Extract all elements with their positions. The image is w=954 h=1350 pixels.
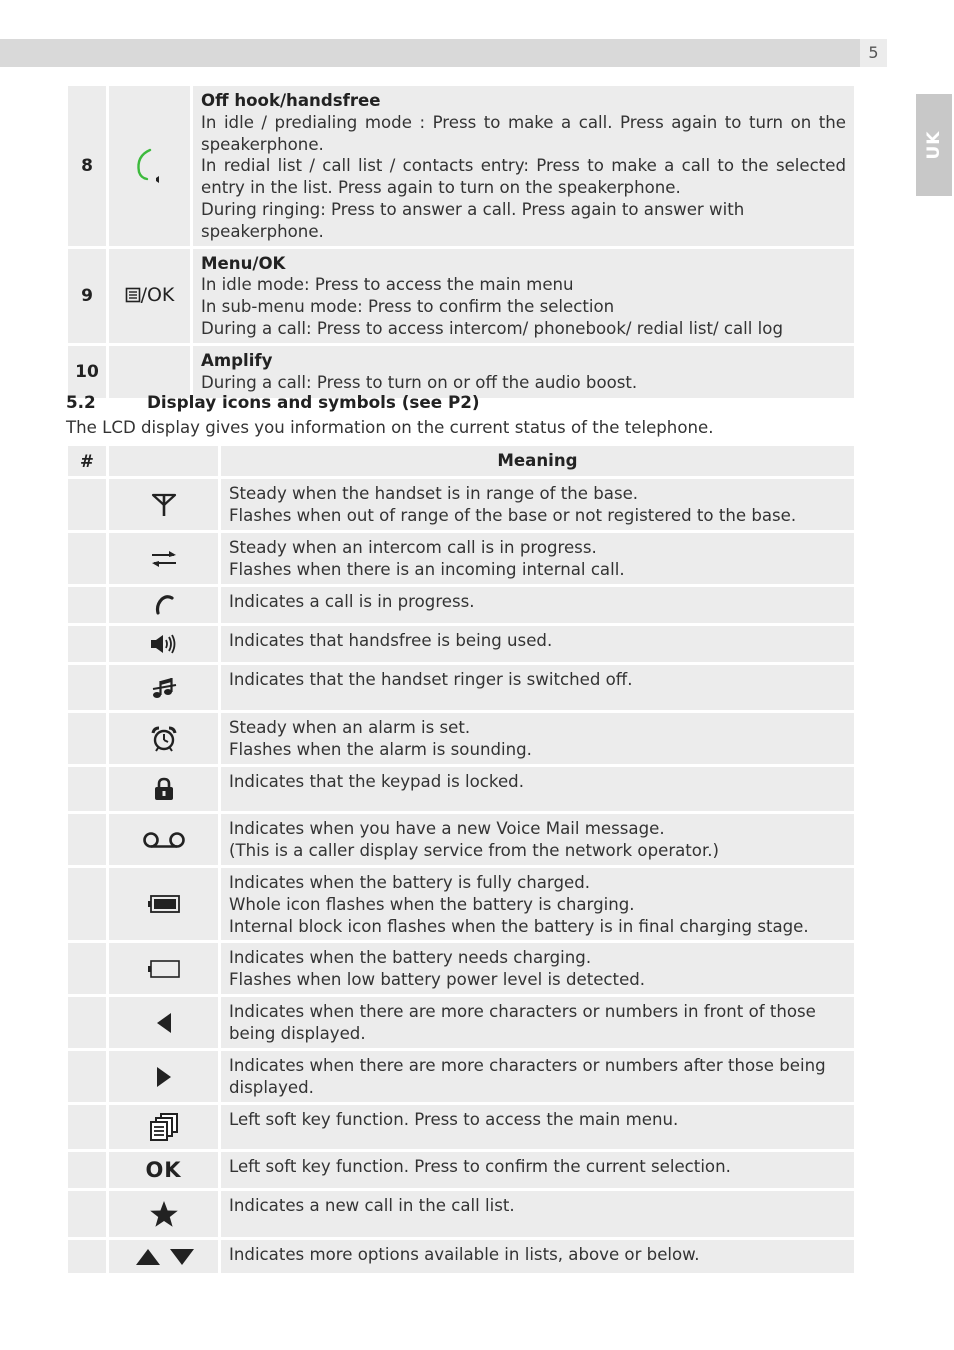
meaning-line: Indicates when the battery is fully charged.: [229, 873, 591, 892]
header-meaning: Meaning: [221, 446, 854, 476]
meaning-line: Left soft key function. Press to confirm the current selection.: [229, 1157, 731, 1177]
meaning-cell: [221, 767, 854, 811]
meaning-line: Flashes when there is an incoming internal call.: [229, 559, 625, 579]
meaning-cell: [221, 1191, 854, 1237]
key-line: In sub-menu mode: Press to confirm the selection: [201, 297, 615, 317]
table-row: [68, 868, 854, 940]
off-hook-icon: [109, 86, 190, 246]
table-row: [68, 997, 854, 1048]
meaning-line: Left soft key function. Press to access the main menu.: [229, 1110, 679, 1130]
meaning-line: Steady when an alarm is set.: [229, 718, 471, 737]
key-icon-empty: [109, 346, 190, 398]
meaning-cell: [221, 533, 854, 584]
speaker-icon: [109, 626, 218, 662]
meaning-cell: [221, 665, 854, 710]
voicemail-icon: [109, 814, 218, 865]
key-description: [193, 346, 854, 398]
table-row: [68, 1051, 854, 1102]
page-number: 5: [860, 39, 887, 67]
lock-icon: [109, 767, 218, 811]
section-number: 5.2: [66, 392, 96, 412]
table-row: [68, 533, 854, 584]
key-line: During a call: Press to access intercom/ phonebook/ redial list/ call log: [201, 318, 783, 338]
ok-icon: [109, 1152, 218, 1188]
key-description: [193, 249, 854, 343]
meaning-cell: [221, 626, 854, 662]
star-icon: [109, 1191, 218, 1237]
table-row: [68, 626, 854, 662]
language-tab-label: UK: [924, 130, 944, 160]
meaning-line: Indicates a new call in the call list.: [229, 1196, 515, 1216]
icons-table: [65, 443, 857, 1276]
key-line: In idle / predialing mode : Press to make a call. Press again to turn on the speakerphone.: [201, 112, 846, 154]
table-row: [68, 814, 854, 865]
key-title: Menu/OK: [201, 253, 286, 273]
meaning-line: Internal block icon flashes when the battery is in final charging stage.: [229, 916, 809, 936]
key-description: [193, 86, 854, 246]
alarm-clock-icon: [109, 713, 218, 764]
table-row: [68, 1152, 854, 1188]
key-line: During a call: Press to turn on or off the audio boost.: [201, 373, 638, 393]
meaning-cell: [221, 1105, 854, 1149]
menu-ok-key: [109, 249, 190, 343]
meaning-cell: [221, 1051, 854, 1102]
meaning-line: (This is a caller display service from the network operator.): [229, 840, 720, 860]
meaning-cell: [221, 1152, 854, 1188]
table-row: [68, 587, 854, 623]
meaning-line: Indicates a call is in progress.: [229, 592, 475, 611]
key-title: Off hook/handsfree: [201, 91, 381, 110]
menu-icon: [125, 287, 141, 303]
menu-pages-icon: [109, 1105, 218, 1149]
meaning-line: Steady when the handset is in range of the base.: [229, 484, 639, 503]
table-row: [68, 767, 854, 811]
key-line: In idle mode: Press to access the main menu: [201, 275, 574, 295]
key-line: In redial list / call list / contacts entry: Press to make a call to the selected entry in the list. Press again to turn on the speakerphone.: [201, 156, 846, 198]
meaning-cell: [221, 587, 854, 623]
meaning-line: Indicates when there are more characters or numbers after those being: [229, 1056, 826, 1076]
section-title: Display icons and symbols (see P2): [147, 392, 480, 412]
meaning-line: Indicates that the handset ringer is switched off.: [229, 670, 633, 689]
phone-icon: [109, 587, 218, 623]
section-heading: [66, 392, 480, 412]
table-row: [68, 86, 854, 246]
key-number: 9: [68, 249, 106, 343]
meaning-line: being displayed.: [229, 1024, 366, 1044]
intro-text: The LCD display gives you information on the current status of the telephone.: [66, 418, 714, 437]
meaning-line: Indicates that handsfree is being used.: [229, 631, 553, 650]
table-row: [68, 713, 854, 764]
meaning-cell: [221, 814, 854, 865]
table-row: [68, 665, 854, 710]
meaning-line: Indicates when the battery needs charging.: [229, 948, 592, 968]
meaning-line: Indicates that the keypad is locked.: [229, 772, 524, 791]
header-num: #: [68, 446, 106, 476]
meaning-line: Whole icon flashes when the battery is charging.: [229, 894, 635, 914]
key-number: 10: [68, 346, 106, 398]
table-row: [68, 479, 854, 530]
key-number: 8: [68, 86, 106, 246]
menu-ok-label: /OK: [140, 284, 175, 307]
table-row: [68, 1105, 854, 1149]
meaning-line: Indicates more options available in lists, above or below.: [229, 1245, 700, 1265]
up-down-arrows-icon: [109, 1240, 218, 1273]
meaning-line: Flashes when the alarm is sounding.: [229, 739, 532, 759]
ringer-off-icon: [109, 665, 218, 710]
meaning-line: Indicates when you have a new Voice Mail message.: [229, 819, 665, 838]
arrow-right-icon: [109, 1051, 218, 1102]
language-tab: [916, 94, 952, 196]
meaning-cell: [221, 997, 854, 1048]
battery-empty-icon: [109, 943, 218, 994]
table-row: [68, 249, 854, 343]
table-row: [68, 1191, 854, 1237]
meaning-cell: [221, 713, 854, 764]
table-row: [68, 346, 854, 398]
meaning-cell: [221, 943, 854, 994]
meaning-line: displayed.: [229, 1078, 314, 1098]
key-title: Amplify: [201, 351, 273, 371]
meaning-line: Flashes when out of range of the base or not registered to the base.: [229, 505, 797, 525]
meaning-line: Indicates when there are more characters or numbers in front of those: [229, 1002, 816, 1022]
meaning-cell: [221, 479, 854, 530]
meaning-line: Flashes when low battery power level is detected.: [229, 970, 646, 990]
antenna-icon: [109, 479, 218, 530]
table-header-row: [68, 446, 854, 476]
intercom-icon: [109, 533, 218, 584]
header-icon: [109, 446, 218, 476]
key-line: During ringing: Press to answer a call. Press again to answer with speakerphone.: [201, 199, 745, 241]
table-row: [68, 1240, 854, 1273]
ok-icon-label: OK: [145, 1158, 182, 1183]
meaning-cell: [221, 868, 854, 940]
keys-table: [65, 83, 857, 401]
arrow-left-icon: [109, 997, 218, 1048]
meaning-line: Steady when an intercom call is in progress.: [229, 538, 597, 557]
meaning-cell: [221, 1240, 854, 1273]
battery-full-icon: [109, 868, 218, 940]
header-bar: [0, 39, 860, 67]
table-row: [68, 943, 854, 994]
